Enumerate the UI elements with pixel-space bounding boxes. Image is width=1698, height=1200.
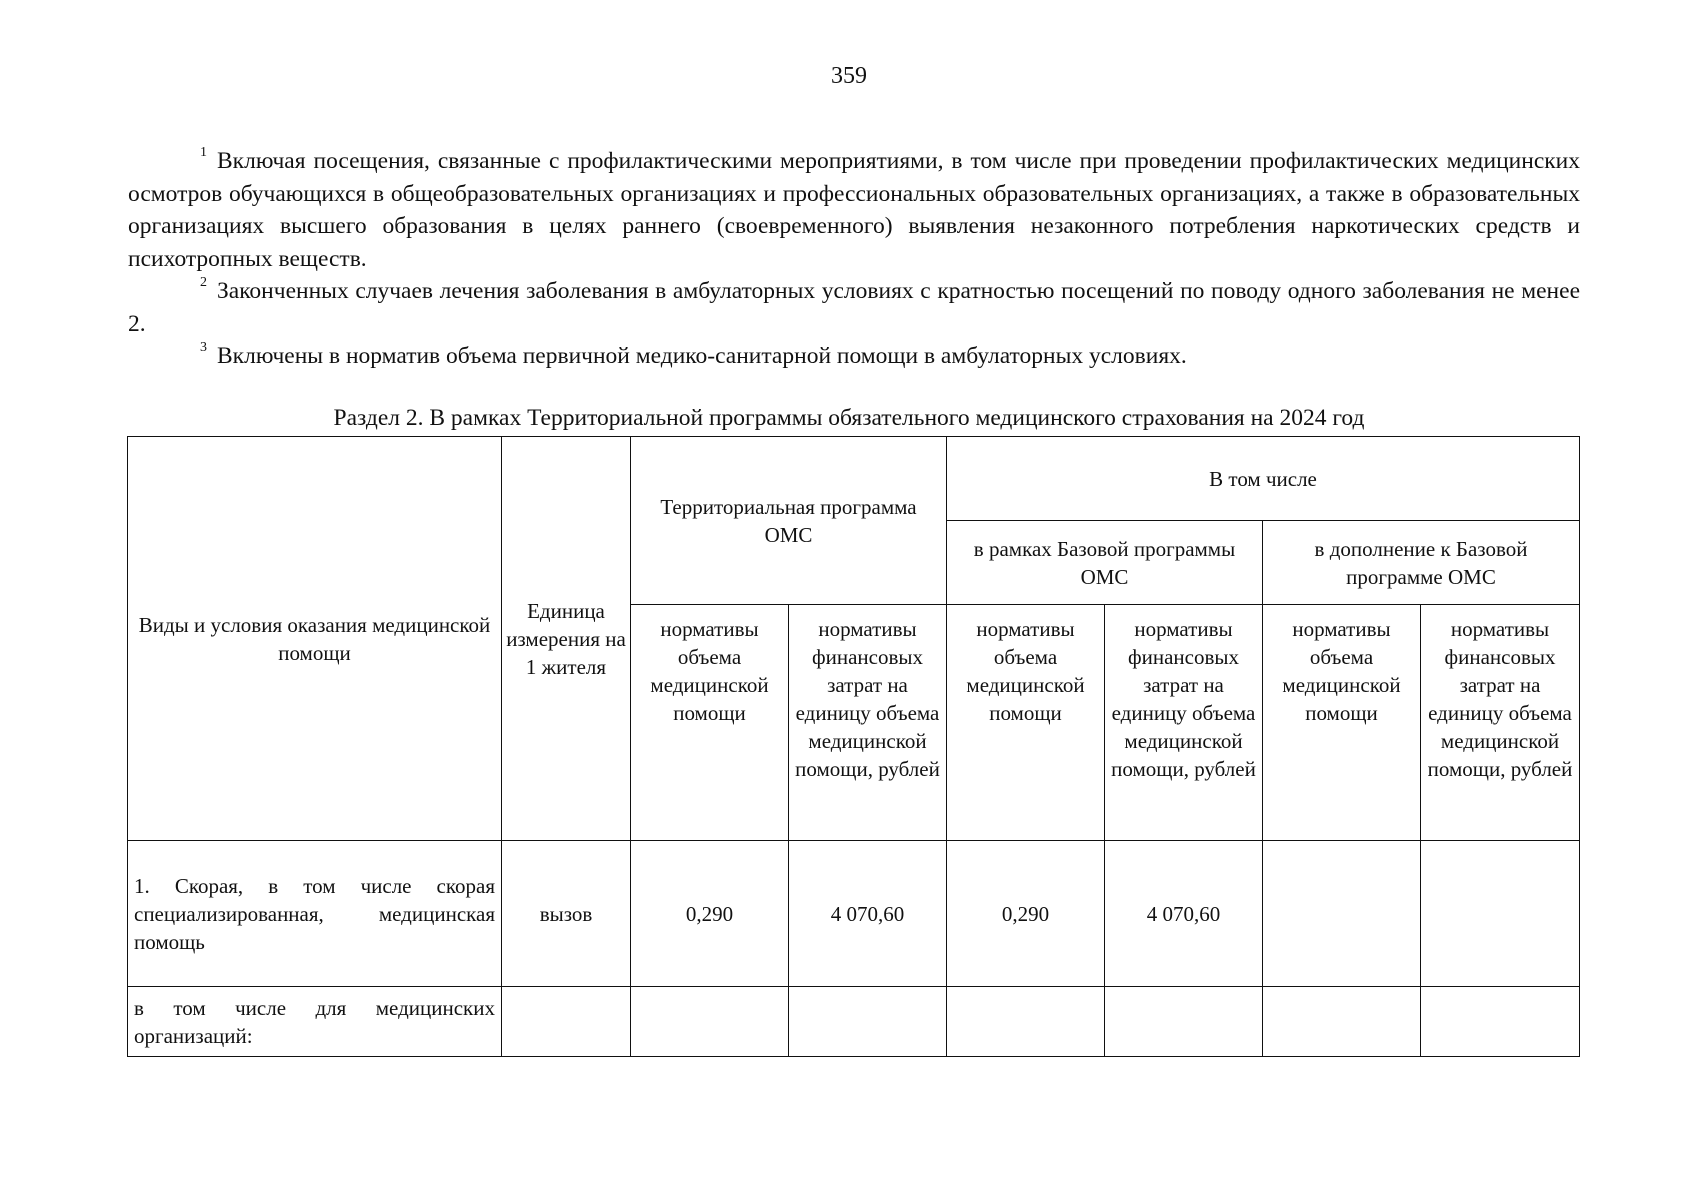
footnote-3 <box>128 340 1580 373</box>
row-tp-volume: 0,290 <box>631 841 789 987</box>
row-add-volume <box>1263 987 1421 1057</box>
header-types: Виды и условия оказания медицинской помощи <box>128 437 502 841</box>
footnotes <box>128 145 1580 373</box>
header-row-1 <box>128 437 1580 521</box>
header-tp-cost: нормативы финансовых затрат на единицу объема медицинской помощи, рублей <box>789 605 947 841</box>
row-add-cost <box>1421 987 1580 1057</box>
header-unit: Единица измерения на 1 жителя <box>502 437 631 841</box>
row-name: в том числе для медицинских организаций: <box>128 987 502 1057</box>
header-including: В том числе <box>947 437 1580 521</box>
header-territorial-program: Территориальная программа ОМС <box>631 437 947 605</box>
footnote-1 <box>128 145 1580 275</box>
row-unit: вызов <box>502 841 631 987</box>
row-tp-cost <box>789 987 947 1057</box>
footnote-2-text: Законченных случаев лечения заболевания в амбулаторных условиях с кратностью посещений по поводу одного заболевания не менее 2. <box>128 278 1580 337</box>
footnote-1-text: Включая посещения, связанные с профилактическими мероприятиями, в том числе при проведении профилактических медицинских осмотров обучающихся в общеобразовательных организациях и профессиональных образовательных организациях, а также в образовательных организациях высшего образования в целях раннего (своевременного) выявления незаконного потребления наркотических средств и психотропных веществ. <box>128 148 1580 272</box>
header-tp-volume: нормативы объема медицинской помощи <box>631 605 789 841</box>
row-add-volume <box>1263 841 1421 987</box>
row-basic-cost: 4 070,60 <box>1105 841 1263 987</box>
section-title: Раздел 2. В рамках Территориальной программы обязательного медицинского страхования на 2024 год <box>333 405 1365 431</box>
header-additional-program: в дополнение к Базовой программе ОМС <box>1263 521 1580 605</box>
footnote-3-mark: 3 <box>200 340 207 355</box>
page-number: 359 <box>831 63 867 89</box>
footnote-2 <box>128 275 1580 340</box>
header-add-cost: нормативы финансовых затрат на единицу объема медицинской помощи, рублей <box>1421 605 1580 841</box>
row-unit <box>502 987 631 1057</box>
footnote-2-mark: 2 <box>200 275 207 290</box>
footnote-1-mark: 1 <box>200 145 207 160</box>
header-basic-cost: нормативы финансовых затрат на единицу объема медицинской помощи, рублей <box>1105 605 1263 841</box>
table-row <box>128 987 1580 1057</box>
row-basic-volume <box>947 987 1105 1057</box>
row-tp-volume <box>631 987 789 1057</box>
row-basic-volume: 0,290 <box>947 841 1105 987</box>
table-row <box>128 841 1580 987</box>
row-name: 1. Скорая, в том числе скорая специализированная, медицинская помощь <box>128 841 502 987</box>
header-add-volume: нормативы объема медицинской помощи <box>1263 605 1421 841</box>
row-tp-cost: 4 070,60 <box>789 841 947 987</box>
header-basic-program: в рамках Базовой программы ОМС <box>947 521 1263 605</box>
footnote-3-text: Включены в норматив объема первичной медико-санитарной помощи в амбулаторных условиях. <box>217 343 1187 369</box>
row-basic-cost <box>1105 987 1263 1057</box>
omc-norms-table <box>127 436 1580 1057</box>
header-basic-volume: нормативы объема медицинской помощи <box>947 605 1105 841</box>
row-add-cost <box>1421 841 1580 987</box>
